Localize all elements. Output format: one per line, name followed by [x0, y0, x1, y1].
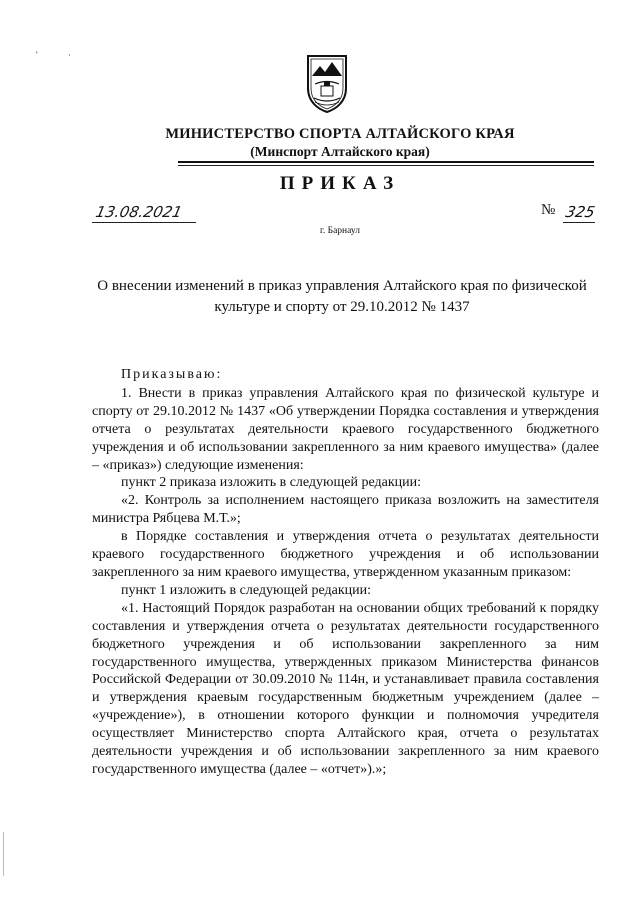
altai-krai-coat-of-arms-icon	[302, 52, 352, 114]
body-paragraph-1: 1. Внести в приказ управления Алтайского края по физической культуре и спорту от 29.10.2012 № 1437 «Об утверждении Порядка составления и утверждения отчета о результатах деятельности краевого государственного бюджетного учреждения и об использовании закрепленного за ним краевого имущества» (далее – «приказ») следующие изменения:	[92, 385, 599, 473]
body-paragraph-3: «2. Контроль за исполнением настоящего приказа возложить на заместителя министра Рябцева М.Т.»;	[92, 493, 599, 527]
subject-line-2: культуре и спорту от 29.10.2012 № 1437	[214, 299, 470, 315]
number-sign: №	[541, 202, 556, 218]
header-rule-thick	[178, 161, 594, 163]
order-word: Приказываю:	[121, 367, 223, 382]
body-paragraph-2: пункт 2 приказа изложить в следующей редакции:	[121, 475, 422, 491]
number-underline	[563, 222, 595, 223]
order-body	[92, 366, 599, 779]
body-paragraph-6: «1. Настоящий Порядок разработан на основании общих требований к порядку составления и утверждения отчета о результатах деятельности государственного бюджетного учреждения и об использовании закрепленного за ним государственного имущества, утвержденных приказом Министерства финансов Российской Федерации от 30.09.2010 № 114н, и устанавливает правила составления и утверждения краевым государственным бюджетным учреждением (далее – «учреждение»), в отношении которого функции и полномочия учредителя осуществляет Министерство спорта Алтайского края, отчета о результатах деятельности учреждения и об использовании закрепленного за ним краевого государственного имущества (далее – «отчет»).»;	[92, 600, 599, 777]
body-paragraph-4: в Порядке составления и утверждения отчета о результатах деятельности краевого государственного бюджетного учреждения и об использовании закрепленного за ним краевого имущества, утвержденном указанным приказом:	[92, 529, 599, 580]
ministry-name: МИНИСТЕРСТВО СПОРТА АЛТАЙСКОГО КРАЯ	[165, 126, 515, 142]
order-subject	[92, 276, 592, 318]
subject-line-1: О внесении изменений в приказ управления Алтайского края по физической	[97, 278, 587, 294]
handwritten-order-number: 325	[564, 203, 597, 221]
date-underline	[92, 222, 196, 223]
handwritten-date: 13.08.2021	[94, 203, 184, 221]
body-paragraph-5: пункт 1 изложить в следующей редакции:	[121, 582, 371, 598]
city-label: г. Барнаул	[320, 226, 360, 236]
ministry-short-name: (Минспорт Алтайского края)	[250, 144, 430, 159]
scan-margin-mark	[3, 832, 4, 876]
document-type-title: ПРИКАЗ	[279, 173, 401, 194]
scan-specks: ' ·	[36, 50, 85, 60]
header-rule-thin	[178, 165, 594, 166]
